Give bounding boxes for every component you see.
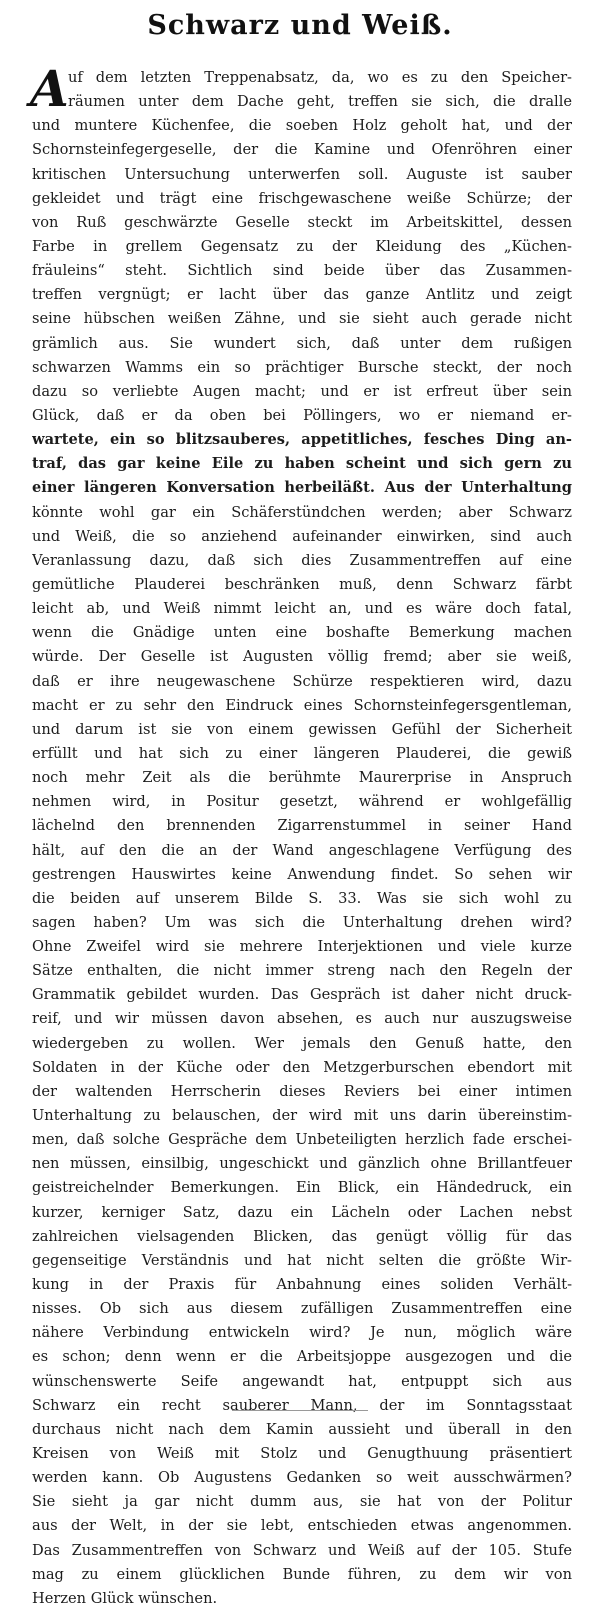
body-line: seine hübschen weißen Zähne, und sie sieht auch gerade nicht (32, 310, 572, 328)
body-line: Veranlassung dazu, daß sich dies Zusammentreffen auf eine (32, 551, 572, 569)
body-line: räumen unter dem Dache geht, treffen sie sich, die dralle (68, 93, 572, 111)
body-line: grämlich aus. Sie wundert sich, daß unter dem rußigen (32, 334, 572, 352)
body-line: Kreisen von Weiß mit Stolz und Genugthuung präsentiert (32, 1445, 572, 1463)
body-line: Grammatik gebildet wurden. Das Gespräch ist daher nicht druck- (32, 986, 572, 1004)
body-line: kritischen Untersuchung unterwerfen soll. Auguste ist sauber (32, 165, 572, 183)
body-line: dazu so verliebte Augen macht; und er ist erfreut über sein (32, 382, 572, 400)
body-line: und Weiß, die so anziehend aufeinander einwirken, sind auch (32, 527, 572, 545)
body-line: uf dem letzten Treppenabsatz, da, wo es zu den Speicher- (68, 69, 572, 86)
body-line: treffen vergnügt; er lacht über das ganze Antlitz und zeigt (32, 286, 572, 304)
body-line: und darum ist sie von einem gewissen Gefühl der Sicherheit (32, 720, 572, 738)
body-line: könnte wohl gar ein Schäferstündchen werden; aber Schwarz (32, 503, 572, 521)
body-line: wünschenswerte Seife angewandt hat, entpuppt sich aus (32, 1372, 572, 1390)
body-line: durchaus nicht nach dem Kamin aussieht und überall in den (32, 1420, 572, 1438)
body-line: Schwarz ein recht sauberer Mann, der im Sonntagsstaat (32, 1396, 572, 1414)
body-line: Sie sieht ja gar nicht dumm aus, sie hat von der Politur (32, 1493, 572, 1511)
body-line: der waltenden Herrscherin dieses Reviers bei einer intimen (32, 1082, 572, 1100)
body-line: mag zu einem glücklichen Bunde führen, zu dem wir von (32, 1565, 572, 1583)
body-line: Herzen Glück wünschen. (32, 1589, 218, 1607)
body-line: leicht ab, und Weiß nimmt leicht an, und es wäre doch fatal, (32, 600, 572, 618)
body-line: geistreichelnder Bemerkungen. Ein Blick, ein Händedruck, ein (32, 1179, 572, 1197)
body-line: traf, das gar keine Eile zu haben scheint und sich gern zu (32, 455, 572, 473)
body-line: gegenseitige Verständnis und hat nicht selten die größte Wir- (32, 1251, 572, 1269)
body-line: Schornsteinfegergeselle, der die Kamine und Ofenröhren einer (32, 141, 572, 159)
body-line: noch mehr Zeit als die berühmte Maurerprise in Anspruch (32, 769, 572, 787)
body-line: Das Zusammentreffen von Schwarz und Weiß auf der 105. Stufe (32, 1541, 572, 1559)
body-line: fräuleins“ steht. Sichtlich sind beide über das Zusammen- (32, 262, 572, 280)
body-line: die beiden auf unserem Bilde S. 33. Was sie sich wohl zu (32, 889, 572, 907)
body-line: kung in der Praxis für Anbahnung eines soliden Verhält- (32, 1276, 572, 1294)
body-line: nen müssen, einsilbig, ungeschickt und gänzlich ohne Brillantfeuer (32, 1155, 572, 1173)
body-line: aus der Welt, in der sie lebt, entschieden etwas angenommen. (32, 1517, 572, 1535)
drop-cap: A (30, 59, 69, 118)
body-line: Sätze enthalten, die nicht immer streng nach den Regeln der (32, 962, 572, 980)
body-line: und muntere Küchenfee, die soeben Holz geholt hat, und der (32, 117, 572, 135)
body-line: Unterhaltung zu belauschen, der wird mit uns darin übereinstim- (32, 1107, 572, 1125)
body-line: nisses. Ob sich aus diesem zufälligen Zusammentreffen eine (32, 1300, 572, 1318)
body-line: werden kann. Ob Augustens Gedanken so weit ausschwärmen? (32, 1469, 572, 1487)
body-line: Glück, daß er da oben bei Pöllingers, wo er niemand er- (32, 406, 572, 424)
body-line: Soldaten in der Küche oder den Metzgerburschen ebendort mit (32, 1058, 572, 1076)
body-line: wiedergeben zu wollen. Wer jemals den Genuß hatte, den (32, 1034, 572, 1052)
body-line: sagen haben? Um was sich die Unterhaltung drehen wird? (32, 913, 572, 931)
body-line: zahlreichen vielsagenden Blicken, das genügt völlig für das (32, 1227, 572, 1245)
body-line: es schon; denn wenn er die Arbeitsjoppe ausgezogen und die (32, 1348, 572, 1366)
body-line: schwarzen Wamms ein so prächtiger Bursche steckt, der noch (32, 358, 572, 376)
article-title: Schwarz und Weiß. (147, 10, 453, 41)
body-line: nähere Verbindung entwickeln wird? Je nun, möglich wäre (32, 1324, 572, 1342)
body-line: kurzer, kerniger Satz, dazu ein Lächeln oder Lachen nebst (32, 1203, 572, 1221)
body-line: wartete, ein so blitzsauberes, appetitliches, fesches Ding an- (32, 431, 572, 449)
body-line: einer längeren Konversation herbeiläßt. Aus der Unterhaltung (32, 479, 572, 497)
body-line: gestrengen Hauswirtes keine Anwendung findet. So sehen wir (32, 865, 572, 883)
body-line: hält, auf den die an der Wand angeschlagene Verfügung des (32, 841, 572, 859)
body-line: lächelnd den brennenden Zigarrenstummel in seiner Hand (32, 817, 572, 835)
body-line: gemütliche Plauderei beschränken muß, denn Schwarz färbt (32, 575, 572, 593)
article-body (30, 59, 572, 1611)
body-line: nehmen wird, in Positur gesetzt, während er wohlgefällig (32, 793, 572, 811)
body-line: Ohne Zweifel wird sie mehrere Interjektionen und viele kurze (32, 938, 572, 956)
body-line: reif, und wir müssen davon absehen, es auch nur auszugsweise (32, 1010, 572, 1028)
body-line: daß er ihre neugewaschene Schürze respektieren wird, dazu (32, 672, 572, 690)
body-line: wenn die Gnädige unten eine boshafte Bemerkung machen (32, 624, 572, 642)
body-line: men, daß solche Gespräche dem Unbeteiligten herzlich fade erschei- (32, 1131, 572, 1149)
end-rule (232, 1410, 368, 1411)
body-line: erfüllt und hat sich zu einer längeren Plauderei, die gewiß (32, 744, 572, 762)
body-line: von Ruß geschwärzte Geselle steckt im Arbeitskittel, dessen (32, 213, 572, 231)
body-line: würde. Der Geselle ist Augusten völlig fremd; aber sie weiß, (32, 648, 572, 666)
body-line: Farbe in grellem Gegensatz zu der Kleidung des „Küchen- (32, 237, 572, 255)
body-line: gekleidet und trägt eine frischgewaschene weiße Schürze; der (32, 189, 572, 207)
body-line: macht er zu sehr den Eindruck eines Schornsteinfegersgentleman, (32, 696, 572, 714)
